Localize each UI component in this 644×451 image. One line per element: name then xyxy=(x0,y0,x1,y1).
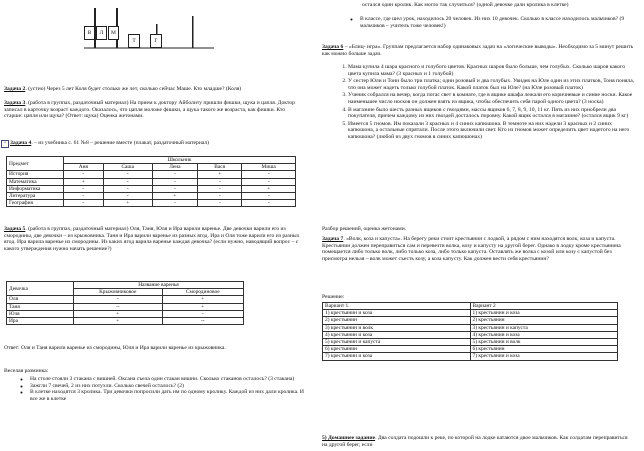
diagram-label-g: Г xyxy=(150,34,162,48)
table-row xyxy=(323,339,618,346)
table-cell: + xyxy=(198,171,242,178)
table-cell: 3) крестьянин и волк xyxy=(323,324,471,331)
table-cell-subject: География xyxy=(7,200,64,207)
homework xyxy=(322,435,634,448)
table-cell-name: Юля xyxy=(7,310,74,317)
table-cell-subject: Информатика xyxy=(7,185,64,192)
table-row xyxy=(323,331,618,338)
task5-text: . (работа в группах, раздаточный материал) Оля, Таня, Юля и Ира варили варенье. Две девочки варили его из смородины, две девочки – из крыжовника. Таня и Ира варили варенье из разных ягод. Ира и Оля тоже варили его из разных ягод. Ира варила варенье из смородины. Из каких ягод варила варенье каждая девочка? (если нужно, наводящий вопрос – с какого утверждения нужно начать решение?) xyxy=(4,226,300,252)
table-cell: - xyxy=(152,200,197,207)
table-cell-name: Оля xyxy=(7,296,74,303)
table-cell: 2) крестьянин xyxy=(323,317,471,324)
table-cell: - xyxy=(198,193,242,200)
list-item: ◦ В классе, где шел урок, находилось 20 человек. Из них 10 девочек. Сколько в классе находилось мальчиков? (9 мальчиков – учитель тоже человек!) xyxy=(360,16,644,29)
diagram-label-t: Т xyxy=(128,34,140,48)
table-cell: - xyxy=(74,296,163,303)
task7 xyxy=(322,236,634,262)
jam-table-header-girl: Девочка xyxy=(7,282,74,296)
table-cell: - xyxy=(162,310,243,317)
table-row xyxy=(7,171,296,178)
table-cell: - xyxy=(64,185,104,192)
table-cell: - xyxy=(152,178,197,185)
table-cell: - xyxy=(64,200,104,207)
table-cell: 6) крестьянин xyxy=(323,346,471,353)
cont-list xyxy=(348,16,644,29)
table-row xyxy=(7,193,296,200)
subjects-table-name: Вася xyxy=(198,164,242,171)
cont1: остался один кролик. Как могло так случиться? (одной девочке дали кролика в клетке) xyxy=(362,2,569,8)
answer5: Ответ: Оля и Таня варили варенье из смородины, Юля и Ира варили варенье из крыжовника. xyxy=(4,345,226,351)
table-cell: + xyxy=(162,296,243,303)
task4-title: Задача 4 xyxy=(10,140,32,146)
table-cell: - xyxy=(152,171,197,178)
list-item: 2. У сестер Юли и Тони было три платка; один розовый и два голубых. Увидев на Юле один из этих платков, Тоня поняла, что она может надеть только голубой платок. Какой платок был на Юле? (на Юле розовый платок) xyxy=(348,78,638,91)
table-row xyxy=(7,185,296,192)
subjects-table-header-group: Школьник xyxy=(64,157,296,164)
table-cell: 7) крестьянин и коза xyxy=(470,353,618,360)
table-cell: 1) крестьянин и коза xyxy=(323,310,471,317)
diagram-label-l: Л xyxy=(96,26,107,40)
table-row xyxy=(7,310,244,317)
diagram-label-v: В xyxy=(84,26,95,40)
task6-title: Задача 6 xyxy=(322,44,344,50)
task3-text: . (работа в группах, раздаточный материал) На прием к доктору Айболиту пришли фишки, щука и цапля. Доктор записал в карточку возраст каждого. Оказалось, что цапля моложе фишки, а щука такого же возраста, как фишки. Кто старше: цапля или щука? (Ответ: щука) Оценка жетонами. xyxy=(4,100,295,120)
table-row xyxy=(323,317,618,324)
table-cell: -- xyxy=(162,318,243,325)
table-cell: 6) крестьянин xyxy=(470,346,618,353)
review: Разбор решений, оценка жетонами. xyxy=(322,226,407,232)
subjects-table xyxy=(6,156,296,207)
task7-text: . «Волк, коза и капуста». На берегу реки стоит крестьянин с лодкой, а рядом с ним находятся волк, коза и капуста. Крестьянин должен переправиться сам и перевезти волка, козу и капусту на другой берег. Однако в лодку кроме крестьянина помещается либо только волк, либо только коза, либо только капуста. Оставлять же волка с козой или козу с капустой без присмотра нельзя – волк может съесть козу, а коза капусту. Как должен вести себя крестьянин? xyxy=(322,236,621,262)
table-cell: - xyxy=(198,178,242,185)
jam-table-header-group: Название варенья xyxy=(74,282,244,289)
table-cell: - xyxy=(64,193,104,200)
table-cell: - xyxy=(103,178,152,185)
table-row xyxy=(7,296,244,303)
table-cell: - xyxy=(103,185,152,192)
homework-text: . Два солдата подошли к реке, по которой на лодке катаются двое мальчиков. Как солдатам переправиться на другой берег, если xyxy=(322,435,628,448)
blitz-list xyxy=(334,64,638,141)
table-cell: - xyxy=(152,185,197,192)
task7-title: Задача 7 xyxy=(322,236,344,242)
solution-label: Решение: xyxy=(322,294,345,300)
table-row xyxy=(323,353,618,360)
table-cell: 7) крестьянин и коза xyxy=(323,353,471,360)
list-item: 5. Имеется 5 гномов. Им показали 3 красных и 4 синих капюшона. В темноте на них надели 3 красных и 2 синих капюшона, а остальные спрятали. После этого включили свет. Кто из гномов может определить цвет надетого на него капюшона? (любой из двух гномов в синих капюшонах) xyxy=(348,121,638,141)
table-cell: 5) крестьянин и волк xyxy=(470,339,618,346)
table-cell: - xyxy=(64,171,104,178)
table-cell-subject: Математика xyxy=(7,178,64,185)
table-cell: 4) крестьянин и коза xyxy=(323,331,471,338)
table-cell-subject: Литература xyxy=(7,193,64,200)
table-cell-subject: История xyxy=(7,171,64,178)
diagram-label-m: М xyxy=(108,26,119,40)
list-item: 3. Ученик собрался на вечер, когда погас свет в комнате, где в ящике шкафа лежали его коричневые и синие носки. Какое наименьшее число носков он должен взять из ящика, чтобы обеспечить себя парой одного цвета? (3 носка) xyxy=(348,92,638,105)
solution-table xyxy=(322,302,618,361)
jam-table xyxy=(6,281,244,325)
table-cell: + xyxy=(162,303,243,310)
subjects-table-header-subject: Предмет xyxy=(7,157,64,171)
jam-table-col: Крыжовниковое xyxy=(74,289,163,296)
table-cell: 5) крестьянин и капуста xyxy=(323,339,471,346)
table-row xyxy=(323,324,618,331)
table-row xyxy=(7,200,296,207)
table-cell: - xyxy=(198,200,242,207)
diagram-bar-4 xyxy=(192,16,194,48)
jam-table-col: Смородиновое xyxy=(162,289,243,296)
table-cell: - xyxy=(242,178,296,185)
table-cell: 3) крестьянин и капуста xyxy=(470,324,618,331)
list-item: ◦ В клетке находятся 3 кролика. Три девочки попросили дать им по одному кролику. Каждой из них дали кролика. И все же в клетке xyxy=(30,389,310,402)
table-cell: 1) крестьянин и коза xyxy=(470,310,618,317)
list-item: ◦ Зажгли 7 свечей, 2 из них потухли. Сколько свечей осталось? (2) xyxy=(30,383,310,390)
task6 xyxy=(322,44,634,57)
table-cell: + xyxy=(103,200,152,207)
table-cell: - xyxy=(242,171,296,178)
task3 xyxy=(4,100,300,120)
task5-title: Задача 5 xyxy=(4,226,26,232)
task2 xyxy=(4,86,300,93)
table-cell: -- xyxy=(74,303,163,310)
var1-title: Вариант 1. xyxy=(323,303,471,310)
table-cell-name: Таня xyxy=(7,303,74,310)
list-item: 1. Мама купила 4 шара красного и голубого цветов. Красных шаров было больше, чем голубых. Сколько шаров какого цвета купила мама? (3 красных и 1 голубой) xyxy=(348,64,638,77)
table-row xyxy=(323,310,618,317)
task5 xyxy=(4,226,300,252)
table-cell: 2) крестьянин xyxy=(470,317,618,324)
table-cell: - xyxy=(198,185,242,192)
subjects-table-name: Саша xyxy=(103,164,152,171)
table-cell: + xyxy=(242,185,296,192)
subjects-table-name: Миша xyxy=(242,164,296,171)
table-cell: - xyxy=(242,193,296,200)
table-cell: + xyxy=(152,193,197,200)
table-row xyxy=(7,303,244,310)
table-cell: + xyxy=(64,178,104,185)
table-cell: + xyxy=(74,310,163,317)
task2-title: Задача 2 xyxy=(4,86,26,92)
subjects-table-name: Лена xyxy=(152,164,197,171)
list-item: ◦ На столе стояли 3 стакана с вишней. Оксана съела один стакан вишни. Сколько стаканов осталось? (3 стакана) xyxy=(30,376,310,383)
table-row xyxy=(323,346,618,353)
table-row xyxy=(7,178,296,185)
homework-title: 5) Домашнее задание xyxy=(322,435,376,441)
table-cell-name: Ира xyxy=(7,318,74,325)
left-column xyxy=(3,0,304,451)
task4-text: . – из учебника с. 61 №8 – решение вместе (плакат, раздаточный материал) xyxy=(31,140,210,146)
table-cell: - xyxy=(242,200,296,207)
subjects-table-name: Аня xyxy=(64,164,104,171)
table-cell: + xyxy=(74,318,163,325)
table-move-handle[interactable]: + xyxy=(1,140,9,148)
task4 xyxy=(10,140,300,147)
table-cell: 4) крестьянин и коза xyxy=(470,331,618,338)
fun-list xyxy=(18,376,310,402)
list-item: 4. В магазине было шесть разных ящиков с гвоздями, массы ящиков 6, 7, 8, 9, 10, 11 кг. Пять из них приобрели два покупателя, причем каждому из них гвоздей досталось поровну. Какой ящик остался в магазине? (остался ящик 9 кг) xyxy=(348,107,638,120)
var2-title: Вариант 2 xyxy=(470,303,618,310)
task3-title: Задача 3 xyxy=(4,100,26,106)
task6-text: – «Блиц- игра». Группам предлагается набор одинаковых задач на «логические выводы». Необходимо за 5 минут решить как можно больше задач. xyxy=(322,44,634,57)
table-cell: - xyxy=(103,193,152,200)
table-cell: - xyxy=(103,171,152,178)
right-column xyxy=(322,0,638,451)
table-row xyxy=(7,318,244,325)
task2-text: . (устно) Через 5 лет Коля будет столько же лет, сколько сейчас Маше. Кто младше? (Коля) xyxy=(25,86,242,92)
fun-title: Веселая разминка: xyxy=(4,368,49,374)
